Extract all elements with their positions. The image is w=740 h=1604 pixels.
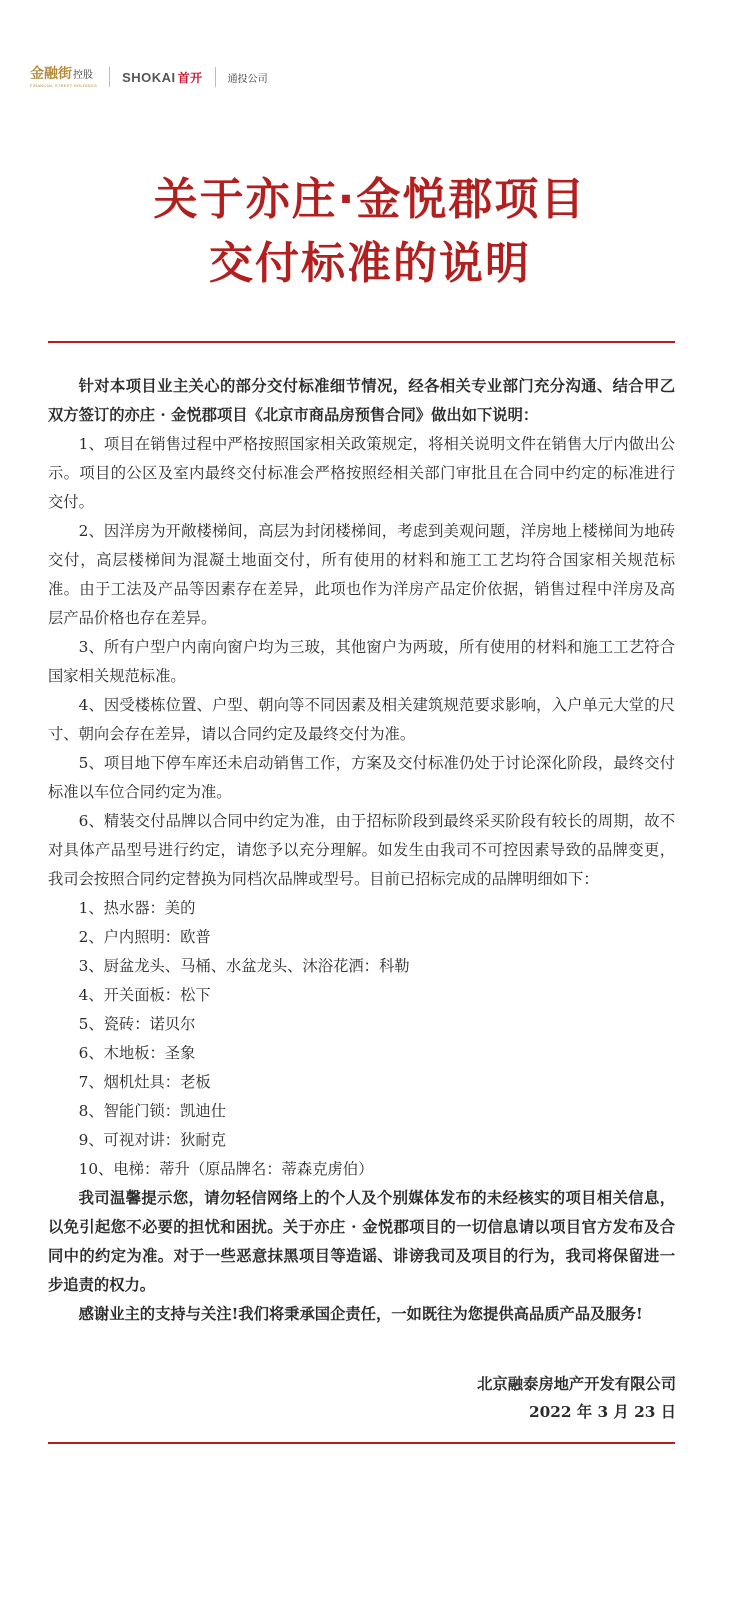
brand-list-item: 10、电梯：蒂升（原品牌名：蒂森克虏伯） — [78, 1160, 374, 1178]
header-logos — [30, 62, 268, 92]
thanks-paragraph: 感谢业主的支持与关注!我们将秉承国企责任，一如既往为您提供高品质产品及服务! — [78, 1305, 643, 1323]
brand-list-item: 4、开关面板：松下 — [78, 986, 211, 1004]
logo1-name: 金融街 — [30, 65, 72, 82]
logo1-subtitle: FINANCIAL STREET HOLDINGS — [30, 82, 98, 88]
brand-list-item: 5、瓷砖：诺贝尔 — [78, 1015, 196, 1033]
document-body — [48, 372, 675, 1329]
company-name: 北京融泰房地产开发有限公司 — [477, 1375, 676, 1393]
item-paragraph: 3、所有户型户内南向窗户均为三玻，其他窗户为两玻，所有使用的材料和施工工艺符合国家相关规范标准。 — [48, 638, 675, 685]
item-paragraph: 1、项目在销售过程中严格按照国家相关政策规定，将相关说明文件在销售大厅内做出公示。项目的公区及室内最终交付标准会严格按照经相关部门审批且在合同中约定的标准进行交付。 — [48, 435, 675, 511]
item-paragraph: 6、精装交付品牌以合同中约定为准，由于招标阶段到最终采买阶段有较长的周期，故不对具体产品型号进行约定，请您予以充分理解。如发生由我司不可控因素导致的品牌变更，我司会按照合同约定替换为同档次品牌或型号。目前已招标完成的品牌明细如下： — [48, 812, 675, 888]
signature-block — [477, 1370, 676, 1426]
notice-paragraph: 我司温馨提示您，请勿轻信网络上的个人及个别媒体发布的未经核实的项目相关信息，以免引起您不必要的担忧和困扰。关于亦庄 · 金悦郡项目的一切信息请以项目官方发布及合同中的约定为准。对于一些恶意抹黑项目等造谣、诽谤我司及项目的行为，我司将保留进一步追责的权力。 — [48, 1189, 675, 1294]
title-line-2: 交付标准的说明 — [209, 238, 531, 289]
document-date: 2022 年 3 月 23 日 — [528, 1403, 676, 1421]
title-line-1: 关于亦庄·金悦郡项目 — [153, 174, 587, 225]
shokai-logo — [122, 69, 203, 86]
brand-list-item: 2、户内照明：欧普 — [78, 928, 211, 946]
brand-list-item: 8、智能门锁：凯迪仕 — [78, 1102, 226, 1120]
logo1-suffix: 控股 — [73, 69, 93, 81]
top-divider — [48, 341, 675, 343]
financial-street-logo — [30, 67, 97, 88]
brand-list-item: 7、烟机灶具：老板 — [78, 1073, 211, 1091]
item-paragraph: 5、项目地下停车库还未启动销售工作，方案及交付标准仍处于讨论深化阶段，最终交付标准以车位合同约定为准。 — [48, 754, 675, 801]
brand-list-item: 1、热水器：美的 — [78, 899, 196, 917]
logo-divider — [215, 67, 216, 87]
intro-paragraph: 针对本项目业主关心的部分交付标准细节情况，经各相关专业部门充分沟通、结合甲乙双方签订的亦庄 · 金悦郡项目《北京市商品房预售合同》做出如下说明： — [48, 377, 675, 424]
item-paragraph: 2、因洋房为开敞楼梯间，高层为封闭楼梯间，考虑到美观问题，洋房地上楼梯间为地砖交付，高层楼梯间为混凝土地面交付，所有使用的材料和施工工艺均符合国家相关规范标准。由于工法及产品等因素存在差异，此项也作为洋房产品定价依据，销售过程中洋房及高层产品价格也存在差异。 — [48, 522, 675, 627]
brand-list-item: 6、木地板：圣象 — [78, 1044, 196, 1062]
brand-list-item: 9、可视对讲：狄耐克 — [78, 1131, 226, 1149]
logo2-latin: SHOKAI — [122, 69, 176, 85]
brand-list-item: 3、厨盆龙头、马桶、水盆龙头、沐浴花洒：科勒 — [78, 957, 410, 975]
bottom-divider — [48, 1442, 675, 1444]
item-paragraph: 4、因受楼栋位置、户型、朝向等不同因素及相关建筑规范要求影响，入户单元大堂的尺寸、朝向会存在差异，请以合同约定及最终交付为准。 — [48, 696, 675, 743]
logo2-cn: 首开 — [177, 70, 203, 85]
tongtou-logo: 通投公司 — [227, 73, 268, 85]
logo-divider — [109, 67, 110, 87]
